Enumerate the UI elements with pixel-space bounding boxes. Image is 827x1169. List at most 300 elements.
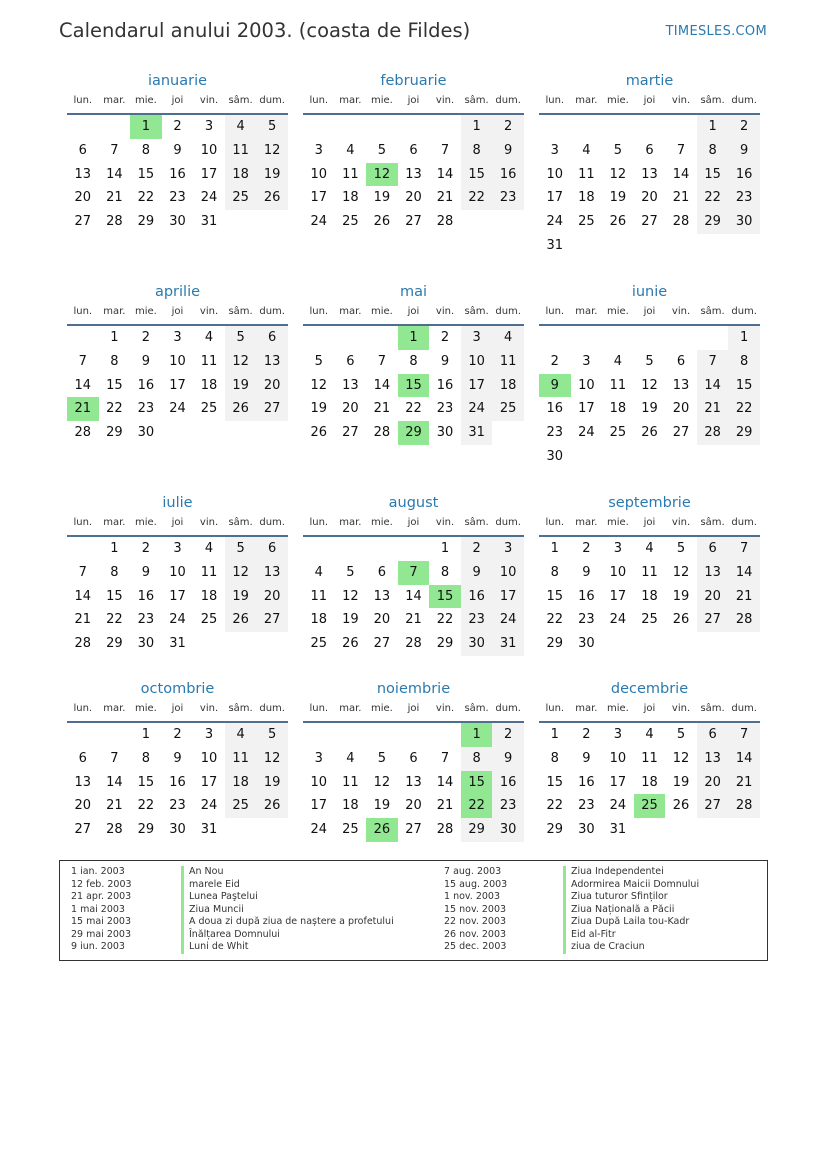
day-cell[interactable]: 30 bbox=[578, 822, 595, 838]
day-cell[interactable]: 22 bbox=[137, 798, 155, 814]
day-cell[interactable]: 28 bbox=[436, 214, 454, 230]
day-cell[interactable]: 28 bbox=[405, 636, 422, 652]
day-cell[interactable]: 13 bbox=[342, 377, 359, 393]
holiday-day-cell[interactable]: 21 bbox=[67, 397, 99, 421]
day-cell[interactable]: 28 bbox=[373, 425, 391, 441]
day-cell[interactable]: 27 bbox=[74, 822, 92, 838]
day-cell[interactable]: 11 bbox=[310, 588, 328, 604]
day-cell[interactable]: 11 bbox=[609, 377, 627, 393]
day-cell[interactable]: 29 bbox=[137, 822, 155, 838]
day-cell[interactable]: 21 bbox=[405, 612, 422, 628]
day-cell[interactable]: 29 bbox=[461, 818, 493, 842]
day-cell[interactable]: 18 bbox=[492, 374, 524, 398]
day-cell[interactable]: 22 bbox=[461, 186, 493, 210]
day-cell[interactable]: 2 bbox=[141, 541, 151, 556]
day-cell[interactable]: 28 bbox=[436, 822, 454, 838]
day-cell[interactable]: 21 bbox=[436, 798, 454, 814]
day-cell[interactable]: 10 bbox=[310, 774, 328, 790]
holiday-day-cell[interactable]: 15 bbox=[461, 771, 493, 795]
day-cell[interactable]: 8 bbox=[697, 139, 729, 163]
day-cell[interactable]: 7 bbox=[110, 750, 119, 766]
day-cell[interactable]: 8 bbox=[550, 750, 559, 766]
day-cell[interactable]: 1 bbox=[110, 330, 119, 345]
day-cell[interactable]: 14 bbox=[728, 747, 760, 771]
day-cell[interactable]: 6 bbox=[697, 537, 729, 561]
day-cell[interactable]: 26 bbox=[225, 608, 257, 632]
day-cell[interactable]: 6 bbox=[78, 750, 87, 766]
day-cell[interactable]: 5 bbox=[377, 142, 387, 158]
day-cell[interactable]: 18 bbox=[578, 190, 595, 206]
day-cell[interactable]: 11 bbox=[492, 350, 524, 374]
day-cell[interactable]: 12 bbox=[672, 750, 690, 766]
holiday-day-cell[interactable]: 29 bbox=[398, 421, 430, 445]
day-cell[interactable]: 27 bbox=[342, 425, 359, 441]
day-cell[interactable]: 25 bbox=[225, 794, 257, 818]
day-cell[interactable]: 6 bbox=[256, 326, 288, 350]
day-cell[interactable]: 24 bbox=[609, 798, 627, 814]
site-link[interactable]: TIMESLES.COM bbox=[665, 24, 767, 39]
day-cell[interactable]: 9 bbox=[492, 747, 524, 771]
day-cell[interactable]: 27 bbox=[697, 794, 729, 818]
day-cell[interactable]: 13 bbox=[405, 166, 422, 182]
day-cell[interactable]: 13 bbox=[256, 561, 288, 585]
day-cell[interactable]: 27 bbox=[405, 214, 422, 230]
day-cell[interactable]: 20 bbox=[256, 585, 288, 609]
day-cell[interactable]: 4 bbox=[204, 330, 214, 345]
day-cell[interactable]: 26 bbox=[310, 425, 328, 441]
day-cell[interactable]: 10 bbox=[578, 377, 595, 393]
day-cell[interactable]: 12 bbox=[256, 139, 288, 163]
day-cell[interactable]: 20 bbox=[342, 401, 359, 417]
day-cell[interactable]: 10 bbox=[609, 564, 627, 580]
day-cell[interactable]: 1 bbox=[110, 541, 119, 556]
day-cell[interactable]: 3 bbox=[613, 727, 623, 742]
day-cell[interactable]: 3 bbox=[314, 750, 323, 766]
day-cell[interactable]: 27 bbox=[256, 608, 288, 632]
day-cell[interactable]: 11 bbox=[342, 166, 359, 182]
day-cell[interactable]: 7 bbox=[78, 564, 87, 580]
day-cell[interactable]: 11 bbox=[641, 750, 658, 766]
day-cell[interactable]: 7 bbox=[728, 723, 760, 747]
day-cell[interactable]: 15 bbox=[137, 774, 155, 790]
day-cell[interactable]: 5 bbox=[676, 727, 686, 742]
day-cell[interactable]: 8 bbox=[110, 564, 119, 580]
day-cell[interactable]: 1 bbox=[697, 115, 729, 139]
day-cell[interactable]: 26 bbox=[672, 612, 690, 628]
day-cell[interactable]: 2 bbox=[582, 541, 591, 556]
day-cell[interactable]: 27 bbox=[405, 822, 422, 838]
day-cell[interactable]: 26 bbox=[641, 425, 658, 441]
day-cell[interactable]: 9 bbox=[141, 353, 151, 369]
holiday-day-cell[interactable]: 12 bbox=[366, 163, 398, 187]
day-cell[interactable]: 5 bbox=[225, 537, 257, 561]
day-cell[interactable]: 8 bbox=[110, 353, 119, 369]
day-cell[interactable]: 18 bbox=[609, 401, 627, 417]
day-cell[interactable]: 14 bbox=[373, 377, 391, 393]
day-cell[interactable]: 5 bbox=[256, 115, 288, 139]
day-cell[interactable]: 1 bbox=[550, 727, 559, 742]
day-cell[interactable]: 30 bbox=[578, 636, 595, 652]
day-cell[interactable]: 12 bbox=[342, 588, 359, 604]
day-cell[interactable]: 16 bbox=[492, 771, 524, 795]
day-cell[interactable]: 27 bbox=[672, 425, 690, 441]
day-cell[interactable]: 17 bbox=[310, 798, 328, 814]
day-cell[interactable]: 3 bbox=[314, 142, 323, 158]
day-cell[interactable]: 27 bbox=[256, 397, 288, 421]
day-cell[interactable]: 22 bbox=[137, 190, 155, 206]
day-cell[interactable]: 18 bbox=[641, 588, 658, 604]
day-cell[interactable]: 17 bbox=[200, 774, 218, 790]
day-cell[interactable]: 9 bbox=[440, 353, 450, 369]
day-cell[interactable]: 15 bbox=[461, 163, 493, 187]
day-cell[interactable]: 19 bbox=[310, 401, 328, 417]
day-cell[interactable]: 7 bbox=[676, 142, 686, 158]
day-cell[interactable]: 24 bbox=[578, 425, 595, 441]
day-cell[interactable]: 21 bbox=[697, 397, 729, 421]
day-cell[interactable]: 29 bbox=[106, 636, 123, 652]
day-cell[interactable]: 10 bbox=[492, 561, 524, 585]
day-cell[interactable]: 7 bbox=[78, 353, 87, 369]
day-cell[interactable]: 10 bbox=[169, 564, 186, 580]
day-cell[interactable]: 30 bbox=[492, 818, 524, 842]
day-cell[interactable]: 3 bbox=[461, 326, 493, 350]
day-cell[interactable]: 17 bbox=[578, 401, 595, 417]
day-cell[interactable]: 21 bbox=[728, 771, 760, 795]
day-cell[interactable]: 9 bbox=[461, 561, 493, 585]
day-cell[interactable]: 15 bbox=[106, 588, 123, 604]
day-cell[interactable]: 15 bbox=[137, 166, 155, 182]
holiday-day-cell[interactable]: 26 bbox=[366, 818, 398, 842]
day-cell[interactable]: 22 bbox=[728, 397, 760, 421]
holiday-day-cell[interactable]: 1 bbox=[130, 115, 162, 139]
day-cell[interactable]: 26 bbox=[373, 214, 391, 230]
day-cell[interactable]: 11 bbox=[200, 353, 218, 369]
day-cell[interactable]: 13 bbox=[697, 747, 729, 771]
day-cell[interactable]: 23 bbox=[137, 401, 155, 417]
day-cell[interactable]: 7 bbox=[440, 750, 450, 766]
day-cell[interactable]: 4 bbox=[492, 326, 524, 350]
day-cell[interactable]: 18 bbox=[200, 377, 218, 393]
holiday-day-cell[interactable]: 1 bbox=[461, 723, 493, 747]
day-cell[interactable]: 24 bbox=[609, 612, 627, 628]
day-cell[interactable]: 20 bbox=[256, 374, 288, 398]
day-cell[interactable]: 1 bbox=[728, 326, 760, 350]
day-cell[interactable]: 20 bbox=[405, 190, 422, 206]
day-cell[interactable]: 30 bbox=[461, 632, 493, 656]
day-cell[interactable]: 31 bbox=[609, 822, 627, 838]
day-cell[interactable]: 8 bbox=[550, 564, 559, 580]
day-cell[interactable]: 4 bbox=[582, 142, 591, 158]
day-cell[interactable]: 1 bbox=[461, 115, 493, 139]
day-cell[interactable]: 20 bbox=[697, 771, 729, 795]
day-cell[interactable]: 2 bbox=[461, 537, 493, 561]
day-cell[interactable]: 8 bbox=[461, 747, 493, 771]
day-cell[interactable]: 4 bbox=[613, 353, 623, 369]
day-cell[interactable]: 6 bbox=[377, 564, 387, 580]
day-cell[interactable]: 18 bbox=[342, 798, 359, 814]
day-cell[interactable]: 14 bbox=[74, 588, 92, 604]
day-cell[interactable]: 26 bbox=[609, 214, 627, 230]
day-cell[interactable]: 13 bbox=[697, 561, 729, 585]
day-cell[interactable]: 29 bbox=[546, 822, 564, 838]
day-cell[interactable]: 12 bbox=[225, 561, 257, 585]
day-cell[interactable]: 25 bbox=[200, 612, 218, 628]
day-cell[interactable]: 28 bbox=[728, 794, 760, 818]
day-cell[interactable]: 29 bbox=[106, 425, 123, 441]
day-cell[interactable]: 3 bbox=[550, 142, 559, 158]
day-cell[interactable]: 21 bbox=[672, 190, 690, 206]
day-cell[interactable]: 5 bbox=[346, 564, 355, 580]
day-cell[interactable]: 9 bbox=[173, 750, 182, 766]
day-cell[interactable]: 16 bbox=[578, 774, 595, 790]
day-cell[interactable]: 20 bbox=[697, 585, 729, 609]
day-cell[interactable]: 28 bbox=[672, 214, 690, 230]
day-cell[interactable]: 18 bbox=[225, 771, 257, 795]
day-cell[interactable]: 23 bbox=[546, 425, 564, 441]
day-cell[interactable]: 5 bbox=[645, 353, 654, 369]
day-cell[interactable]: 2 bbox=[492, 115, 524, 139]
day-cell[interactable]: 13 bbox=[641, 166, 658, 182]
day-cell[interactable]: 24 bbox=[200, 190, 218, 206]
day-cell[interactable]: 20 bbox=[672, 401, 690, 417]
day-cell[interactable]: 23 bbox=[492, 794, 524, 818]
day-cell[interactable]: 26 bbox=[225, 397, 257, 421]
day-cell[interactable]: 15 bbox=[106, 377, 123, 393]
day-cell[interactable]: 3 bbox=[204, 727, 214, 742]
day-cell[interactable]: 21 bbox=[728, 585, 760, 609]
day-cell[interactable]: 14 bbox=[436, 774, 454, 790]
day-cell[interactable]: 17 bbox=[169, 588, 186, 604]
day-cell[interactable]: 2 bbox=[173, 727, 182, 742]
day-cell[interactable]: 9 bbox=[728, 139, 760, 163]
day-cell[interactable]: 8 bbox=[409, 353, 418, 369]
day-cell[interactable]: 4 bbox=[346, 750, 355, 766]
day-cell[interactable]: 14 bbox=[405, 588, 422, 604]
day-cell[interactable]: 25 bbox=[641, 612, 658, 628]
day-cell[interactable]: 27 bbox=[74, 214, 92, 230]
day-cell[interactable]: 22 bbox=[697, 186, 729, 210]
day-cell[interactable]: 16 bbox=[137, 377, 155, 393]
day-cell[interactable]: 25 bbox=[200, 401, 218, 417]
day-cell[interactable]: 25 bbox=[342, 822, 359, 838]
day-cell[interactable]: 7 bbox=[110, 142, 119, 158]
day-cell[interactable]: 3 bbox=[492, 537, 524, 561]
day-cell[interactable]: 10 bbox=[461, 350, 493, 374]
day-cell[interactable]: 2 bbox=[728, 115, 760, 139]
day-cell[interactable]: 21 bbox=[106, 190, 123, 206]
day-cell[interactable]: 27 bbox=[373, 636, 391, 652]
day-cell[interactable]: 11 bbox=[225, 747, 257, 771]
day-cell[interactable]: 24 bbox=[310, 214, 328, 230]
day-cell[interactable]: 31 bbox=[200, 822, 218, 838]
day-cell[interactable]: 13 bbox=[672, 377, 690, 393]
day-cell[interactable]: 4 bbox=[645, 727, 654, 742]
day-cell[interactable]: 11 bbox=[342, 774, 359, 790]
day-cell[interactable]: 12 bbox=[225, 350, 257, 374]
day-cell[interactable]: 20 bbox=[74, 190, 92, 206]
day-cell[interactable]: 30 bbox=[169, 214, 186, 230]
day-cell[interactable]: 3 bbox=[173, 541, 182, 556]
day-cell[interactable]: 29 bbox=[137, 214, 155, 230]
day-cell[interactable]: 19 bbox=[225, 585, 257, 609]
day-cell[interactable]: 27 bbox=[641, 214, 658, 230]
day-cell[interactable]: 14 bbox=[74, 377, 92, 393]
day-cell[interactable]: 6 bbox=[78, 142, 87, 158]
day-cell[interactable]: 5 bbox=[256, 723, 288, 747]
day-cell[interactable]: 20 bbox=[74, 798, 92, 814]
day-cell[interactable]: 15 bbox=[728, 374, 760, 398]
day-cell[interactable]: 12 bbox=[672, 564, 690, 580]
day-cell[interactable]: 28 bbox=[74, 636, 92, 652]
day-cell[interactable]: 29 bbox=[436, 636, 454, 652]
day-cell[interactable]: 26 bbox=[342, 636, 359, 652]
day-cell[interactable]: 8 bbox=[728, 350, 760, 374]
day-cell[interactable]: 25 bbox=[342, 214, 359, 230]
day-cell[interactable]: 16 bbox=[492, 163, 524, 187]
day-cell[interactable]: 17 bbox=[310, 190, 328, 206]
day-cell[interactable]: 21 bbox=[106, 798, 123, 814]
day-cell[interactable]: 22 bbox=[436, 612, 454, 628]
day-cell[interactable]: 19 bbox=[672, 588, 690, 604]
day-cell[interactable]: 19 bbox=[373, 798, 391, 814]
day-cell[interactable]: 7 bbox=[377, 353, 387, 369]
day-cell[interactable]: 23 bbox=[728, 186, 760, 210]
day-cell[interactable]: 28 bbox=[106, 822, 123, 838]
day-cell[interactable]: 7 bbox=[697, 350, 729, 374]
day-cell[interactable]: 27 bbox=[697, 608, 729, 632]
day-cell[interactable]: 24 bbox=[461, 397, 493, 421]
holiday-day-cell[interactable]: 15 bbox=[398, 374, 430, 398]
day-cell[interactable]: 5 bbox=[225, 326, 257, 350]
day-cell[interactable]: 2 bbox=[550, 353, 559, 369]
day-cell[interactable]: 8 bbox=[141, 142, 151, 158]
day-cell[interactable]: 1 bbox=[550, 541, 559, 556]
day-cell[interactable]: 19 bbox=[373, 190, 391, 206]
day-cell[interactable]: 7 bbox=[728, 537, 760, 561]
day-cell[interactable]: 5 bbox=[377, 750, 387, 766]
day-cell[interactable]: 13 bbox=[373, 588, 391, 604]
holiday-day-cell[interactable]: 15 bbox=[429, 585, 461, 609]
holiday-day-cell[interactable]: 1 bbox=[398, 326, 430, 350]
day-cell[interactable]: 30 bbox=[436, 425, 454, 441]
day-cell[interactable]: 7 bbox=[440, 142, 450, 158]
day-cell[interactable]: 11 bbox=[225, 139, 257, 163]
day-cell[interactable]: 25 bbox=[492, 397, 524, 421]
day-cell[interactable]: 6 bbox=[346, 353, 355, 369]
day-cell[interactable]: 15 bbox=[697, 163, 729, 187]
day-cell[interactable]: 10 bbox=[200, 750, 218, 766]
day-cell[interactable]: 25 bbox=[310, 636, 328, 652]
day-cell[interactable]: 10 bbox=[169, 353, 186, 369]
day-cell[interactable]: 23 bbox=[578, 798, 595, 814]
day-cell[interactable]: 1 bbox=[440, 541, 450, 556]
day-cell[interactable]: 17 bbox=[200, 166, 218, 182]
day-cell[interactable]: 26 bbox=[672, 798, 690, 814]
day-cell[interactable]: 26 bbox=[256, 794, 288, 818]
day-cell[interactable]: 3 bbox=[613, 541, 623, 556]
day-cell[interactable]: 11 bbox=[578, 166, 595, 182]
day-cell[interactable]: 30 bbox=[137, 425, 155, 441]
day-cell[interactable]: 2 bbox=[141, 330, 151, 345]
day-cell[interactable]: 14 bbox=[436, 166, 454, 182]
day-cell[interactable]: 21 bbox=[373, 401, 391, 417]
day-cell[interactable]: 9 bbox=[492, 139, 524, 163]
day-cell[interactable]: 4 bbox=[314, 564, 323, 580]
day-cell[interactable]: 12 bbox=[310, 377, 328, 393]
day-cell[interactable]: 31 bbox=[200, 214, 218, 230]
day-cell[interactable]: 3 bbox=[173, 330, 182, 345]
day-cell[interactable]: 6 bbox=[676, 353, 686, 369]
day-cell[interactable]: 14 bbox=[728, 561, 760, 585]
day-cell[interactable]: 19 bbox=[225, 374, 257, 398]
day-cell[interactable]: 17 bbox=[169, 377, 186, 393]
day-cell[interactable]: 5 bbox=[613, 142, 623, 158]
day-cell[interactable]: 2 bbox=[582, 727, 591, 742]
day-cell[interactable]: 30 bbox=[169, 822, 186, 838]
day-cell[interactable]: 13 bbox=[74, 166, 92, 182]
day-cell[interactable]: 17 bbox=[609, 588, 627, 604]
day-cell[interactable]: 13 bbox=[256, 350, 288, 374]
day-cell[interactable]: 19 bbox=[342, 612, 359, 628]
day-cell[interactable]: 16 bbox=[137, 588, 155, 604]
day-cell[interactable]: 31 bbox=[546, 237, 564, 253]
day-cell[interactable]: 12 bbox=[609, 166, 627, 182]
day-cell[interactable]: 30 bbox=[546, 448, 564, 464]
holiday-day-cell[interactable]: 22 bbox=[461, 794, 493, 818]
day-cell[interactable]: 19 bbox=[641, 401, 658, 417]
day-cell[interactable]: 31 bbox=[169, 636, 186, 652]
holiday-day-cell[interactable]: 25 bbox=[634, 794, 666, 818]
day-cell[interactable]: 22 bbox=[546, 798, 564, 814]
day-cell[interactable]: 15 bbox=[546, 588, 564, 604]
day-cell[interactable]: 16 bbox=[728, 163, 760, 187]
day-cell[interactable]: 23 bbox=[169, 190, 186, 206]
day-cell[interactable]: 25 bbox=[609, 425, 627, 441]
day-cell[interactable]: 29 bbox=[546, 636, 564, 652]
day-cell[interactable]: 24 bbox=[200, 798, 218, 814]
day-cell[interactable]: 1 bbox=[141, 727, 151, 742]
day-cell[interactable]: 25 bbox=[578, 214, 595, 230]
day-cell[interactable]: 28 bbox=[697, 421, 729, 445]
day-cell[interactable]: 16 bbox=[169, 166, 186, 182]
day-cell[interactable]: 6 bbox=[409, 750, 418, 766]
day-cell[interactable]: 24 bbox=[169, 612, 186, 628]
day-cell[interactable]: 15 bbox=[546, 774, 564, 790]
day-cell[interactable]: 16 bbox=[546, 401, 564, 417]
day-cell[interactable]: 24 bbox=[169, 401, 186, 417]
day-cell[interactable]: 23 bbox=[436, 401, 454, 417]
day-cell[interactable]: 16 bbox=[169, 774, 186, 790]
day-cell[interactable]: 17 bbox=[461, 374, 493, 398]
day-cell[interactable]: 12 bbox=[256, 747, 288, 771]
day-cell[interactable]: 31 bbox=[461, 421, 493, 445]
holiday-day-cell[interactable]: 9 bbox=[539, 374, 571, 398]
day-cell[interactable]: 23 bbox=[169, 798, 186, 814]
day-cell[interactable]: 14 bbox=[106, 166, 123, 182]
day-cell[interactable]: 30 bbox=[137, 636, 155, 652]
day-cell[interactable]: 23 bbox=[137, 612, 155, 628]
day-cell[interactable]: 18 bbox=[310, 612, 328, 628]
day-cell[interactable]: 19 bbox=[256, 771, 288, 795]
day-cell[interactable]: 16 bbox=[578, 588, 595, 604]
day-cell[interactable]: 9 bbox=[141, 564, 151, 580]
day-cell[interactable]: 29 bbox=[728, 421, 760, 445]
day-cell[interactable]: 6 bbox=[409, 142, 418, 158]
day-cell[interactable]: 8 bbox=[440, 564, 450, 580]
day-cell[interactable]: 6 bbox=[645, 142, 654, 158]
day-cell[interactable]: 6 bbox=[256, 537, 288, 561]
day-cell[interactable]: 25 bbox=[225, 186, 257, 210]
